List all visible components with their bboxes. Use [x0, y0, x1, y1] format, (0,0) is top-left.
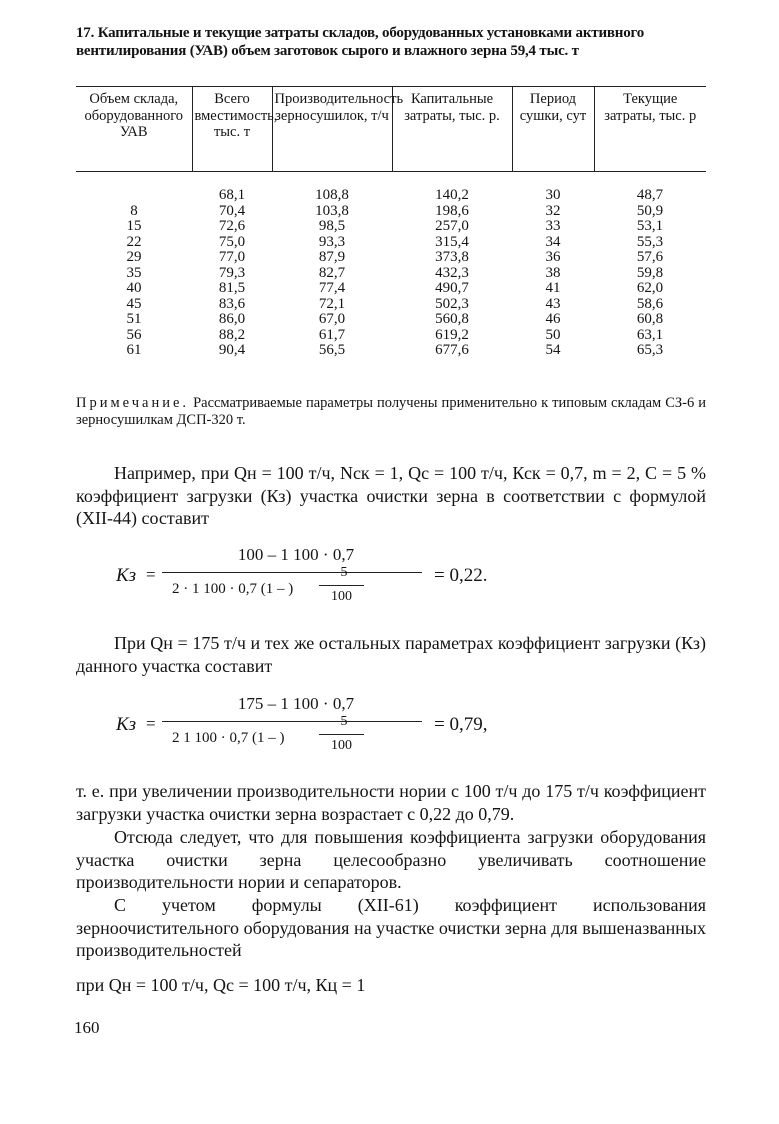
table-cell: 103,8 [315, 202, 349, 219]
formula-lhs: Кз [116, 714, 137, 735]
paragraph-text: Отсюда следует, что для повышения коэффициента загрузки оборудования участка очистки зерна целесообразно увеличивать соотношение производительности нории и сепараторов. [76, 827, 706, 892]
table-header-row [76, 87, 706, 172]
table-cell: 50,9 [636, 202, 664, 219]
table-cell: 41 [545, 280, 561, 296]
table-cell: 29 [126, 249, 142, 265]
inner-fraction-denominator: 100 [331, 589, 352, 604]
table-cell: 83,6 [218, 295, 246, 312]
formula-numerator: 100 – 1 100 · 0,7 [237, 545, 355, 564]
formula-equals: = [146, 714, 156, 733]
table-note [76, 395, 706, 429]
column-header: Объем склада, оборудованного УАВ [76, 87, 192, 172]
table-cell: 257,0 [435, 218, 469, 234]
table-cell: 54 [545, 342, 561, 358]
inner-fraction-bar [319, 734, 364, 735]
table-row [76, 172, 706, 204]
note-text: Рассматриваемые параметры получены применительно к типовым складам СЗ-6 и зерносушилкам ДСП-320 т. [76, 395, 706, 428]
table-cell: 81,5 [218, 280, 246, 296]
table-cell: 32 [545, 202, 561, 219]
note-label: Примечание. [76, 395, 190, 411]
costs-table [76, 86, 706, 359]
paragraph-conclusion [76, 780, 706, 825]
table-cell: 62,0 [636, 280, 664, 296]
table-row [76, 297, 706, 313]
table-cell: 75,0 [218, 233, 246, 250]
table-caption: 17. Капитальные и текущие затраты складов, оборудованных установками активного вентилирования (УАВ) объем заготовок сырого и влажного зерна 59,4 тыс. т [76, 25, 645, 59]
table-cell: 72,6 [218, 218, 246, 234]
table-cell: 35 [126, 264, 142, 281]
table-cell: 490,7 [435, 280, 469, 296]
paragraph-text: С учетом формулы (XII-61) коэффициент использования зерноочистительного оборудования на участке очистки зерна для вышеназванных производительностей [76, 895, 706, 960]
table-cell: 68,1 [218, 187, 246, 203]
parameters-line: при Qн = 100 т/ч, Qс = 100 т/ч, Кц = 1 [76, 975, 366, 995]
table-cell: 22 [126, 233, 142, 250]
table-cell: 50 [545, 326, 561, 343]
table-row [76, 312, 706, 328]
table-row [76, 266, 706, 282]
table-cell: 36 [545, 249, 561, 265]
fraction-bar [162, 721, 422, 722]
inner-fraction-bar [319, 585, 364, 586]
table-cell: 59,8 [636, 264, 664, 281]
inner-fraction-denominator: 100 [331, 738, 352, 753]
formula-denominator: 2 1 100 · 0,7 (1 – ) [172, 730, 285, 746]
table-cell: 77,4 [318, 280, 346, 296]
table-cell: 34 [545, 233, 561, 250]
column-header: Производительность зерносушилок, т/ч [272, 87, 392, 172]
table-row [76, 328, 706, 344]
table-cell: 82,7 [318, 264, 346, 281]
table-cell: 38 [545, 264, 561, 281]
table-cell: 15 [126, 218, 142, 234]
table-cell: 90,4 [218, 342, 246, 358]
table-cell: 677,6 [435, 342, 469, 358]
formula-lhs: Кз [116, 565, 137, 586]
inner-fraction-numerator: 5 [340, 565, 348, 580]
table-cell: 51 [126, 311, 142, 327]
table-body [76, 172, 706, 359]
column-header: Период сушки, сут [512, 87, 594, 172]
table-cell: 45 [126, 295, 142, 312]
column-header: Текущие затраты, тыс. р [594, 87, 706, 172]
table-cell: 46 [545, 311, 561, 327]
table-cell: 60,8 [636, 311, 664, 327]
column-header: Всего вместимость, тыс. т [192, 87, 272, 172]
table-cell: 40 [126, 280, 142, 296]
table-cell: 56 [126, 326, 142, 343]
table-cell: 63,1 [636, 326, 664, 343]
table-cell: 33 [545, 218, 561, 234]
table-cell: 140,2 [435, 187, 469, 203]
table-cell: 8 [130, 202, 138, 219]
paragraph-text: Например, при Qн = 100 т/ч, Nск = 1, Qс = 100 т/ч, Кск = 0,7, m = 2, C = 5 % коэффициент загрузки (Кз) участка очистки зерна в соответствии с формулой (XII-44) составит [76, 463, 706, 528]
paragraph-formula-ref [76, 894, 706, 962]
table-cell: 61 [126, 342, 142, 358]
paragraph-example [76, 462, 706, 530]
table-cell: 88,2 [218, 326, 246, 343]
table-cell: 65,3 [636, 342, 664, 358]
table-cell: 502,3 [435, 295, 469, 312]
column-header: Капитальные затраты, тыс. р. [392, 87, 512, 172]
table-cell: 79,3 [218, 264, 246, 281]
formula-numerator: 175 – 1 100 · 0,7 [237, 694, 355, 713]
table-cell: 30 [545, 187, 561, 203]
table-row [76, 281, 706, 297]
table-row [76, 250, 706, 266]
table-cell: 70,4 [218, 202, 246, 219]
table-cell: 98,5 [318, 218, 346, 234]
table-cell: 43 [545, 295, 561, 312]
table-cell: 55,3 [636, 233, 664, 250]
fraction-bar [162, 572, 422, 573]
table-cell: 48,7 [636, 187, 664, 203]
table-cell: 77,0 [218, 249, 246, 265]
paragraph-recommendation [76, 826, 706, 894]
table-cell: 108,8 [315, 187, 349, 203]
inner-fraction-numerator: 5 [340, 714, 348, 729]
table-cell: 72,1 [318, 295, 346, 312]
page-number: 160 [74, 1018, 100, 1037]
table-cell: 619,2 [435, 326, 469, 343]
table-row [76, 219, 706, 235]
table-cell: 315,4 [435, 233, 469, 250]
formula-result: = 0,22. [434, 565, 488, 586]
table-cell: 58,6 [636, 295, 664, 312]
table-cell: 61,7 [318, 326, 346, 343]
table-row [76, 235, 706, 251]
table-cell: 93,3 [318, 233, 346, 250]
formula-denominator: 2 · 1 100 · 0,7 (1 – ) [172, 581, 294, 597]
paragraph-text: т. е. при увеличении производительности нории с 100 т/ч до 175 т/ч коэффициент загрузки участка очистки зерна возрастает с 0,22 до 0,79. [76, 781, 706, 824]
table-cell: 560,8 [435, 311, 469, 327]
table-cell: 198,6 [435, 202, 469, 219]
table-cell: 67,0 [318, 311, 346, 327]
table-row [76, 204, 706, 220]
formula-equals: = [146, 565, 156, 584]
table-cell: 56,5 [318, 342, 346, 358]
table-cell: 53,1 [636, 218, 664, 234]
table-cell: 373,8 [435, 249, 469, 265]
table-cell: 57,6 [636, 249, 664, 265]
table-cell: 87,9 [318, 249, 346, 265]
formula-result: = 0,79, [434, 714, 488, 735]
paragraph-text: При Qн = 175 т/ч и тех же остальных параметрах коэффициент загрузки (Кз) данного участка составит [76, 633, 706, 676]
table-row [76, 343, 706, 359]
table-cell: 432,3 [435, 264, 469, 281]
table-cell [76, 172, 192, 204]
paragraph-second-case [76, 632, 706, 677]
table-cell: 86,0 [218, 311, 246, 327]
